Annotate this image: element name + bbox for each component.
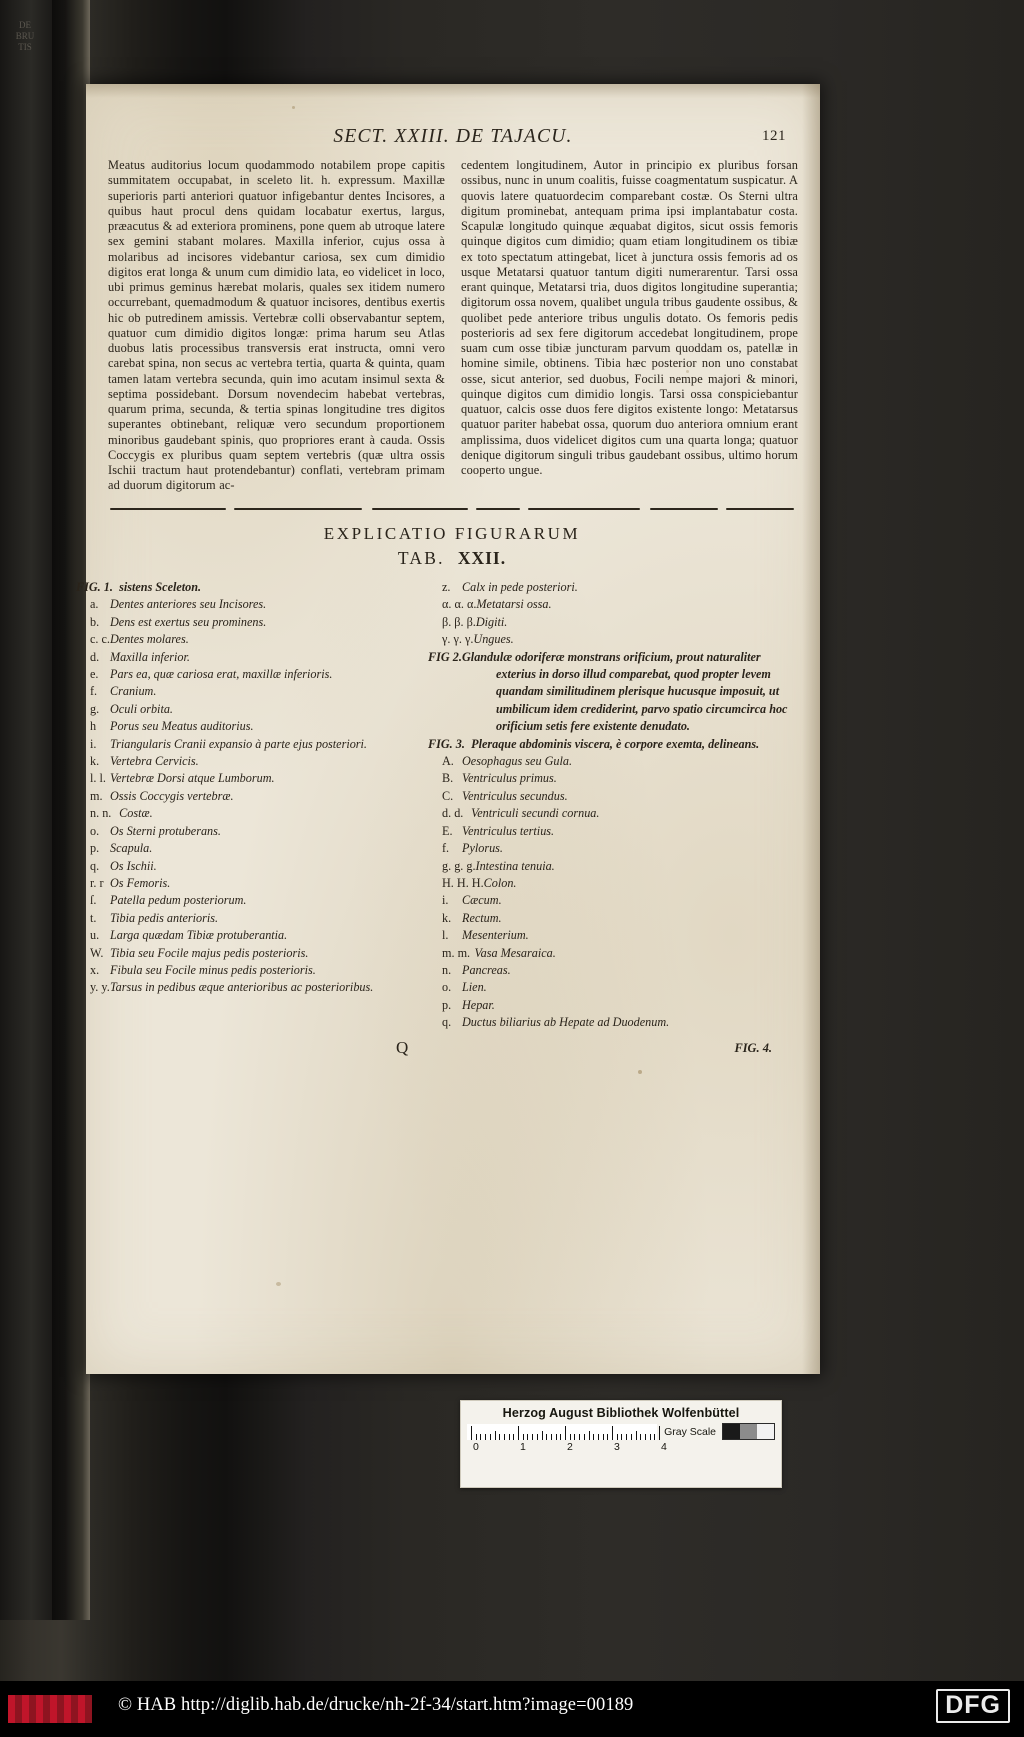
ruler-tick — [513, 1434, 514, 1440]
figure-key-entry: y. y.Tarsus in pedibus æque anterioribus ac posterioribus. — [90, 980, 374, 995]
color-strip-swatch — [85, 1695, 92, 1723]
ruler-tick — [593, 1434, 594, 1440]
figure-key-entry — [442, 945, 800, 962]
adjacent-page-edge — [0, 0, 52, 1620]
figure-key-text: Os Sterni protuberans. — [110, 823, 221, 838]
ruler-tick — [621, 1434, 622, 1440]
calibration-row — [461, 1420, 781, 1440]
paper-speck — [292, 106, 295, 109]
figure-key-label: m. m. — [442, 945, 471, 960]
figure-key-entry: a.Dentes anteriores seu Incisores. — [90, 597, 267, 612]
ruler-tick — [556, 1434, 557, 1440]
figure-key-label: α. α. α. — [442, 597, 477, 612]
ruler-tick — [523, 1434, 524, 1440]
figure-key-entry: z.Calx in pede posteriori. — [442, 580, 578, 594]
ruler-tick — [471, 1426, 472, 1440]
ruler-tick — [527, 1434, 528, 1440]
figure-key-label: g. g. g. — [442, 858, 476, 873]
figure-key-entry: n.Pancreas. — [442, 962, 511, 977]
ruler-number: 3 — [614, 1441, 620, 1453]
body-column-left — [108, 158, 445, 494]
figure-key-text: Ossis Coccygis vertebræ. — [110, 788, 234, 803]
figure-key-entry: c. c.Dentes molares. — [90, 632, 189, 647]
spine-text: DE BRU TIS — [15, 20, 35, 52]
figure-key-entry — [76, 579, 448, 596]
figure-key-text: Vasa Mesaraica. — [474, 945, 556, 960]
gray-scale-chip — [740, 1424, 757, 1439]
figure-key-text: sistens Sceleton. — [119, 580, 202, 594]
gray-scale-chips — [722, 1423, 775, 1440]
figure-key-text: Dens est exertus seu prominens. — [110, 614, 267, 629]
ruler-tick — [603, 1434, 604, 1440]
figure-key-entry: g.Oculi orbita. — [90, 701, 173, 716]
ruler-number-row — [461, 1440, 781, 1455]
tab-label: TAB. — [397, 548, 445, 568]
figure-key-entry: W.Tibia seu Focile majus pedis posterioris. — [90, 945, 309, 960]
body-paragraph-right: cedentem longitudinem, Autor in principio ex pluribus forsan ossibus, nunc in unum coalitis, fuisse coagmentatum suspicatur. A quovis latere quatuordecim comparebant costæ. Os Sterni ultra digitum prominebat, antequam prima ipsi implantabatur costa. Scapulæ longitudo quinque æquabat digitos, sicut ossis femoris quinque digitos cum dimidio; quam etiam longitudinem os tibiæ ex toto spectatum attingebat, licet à junctura ossis femoris ad os usque Metatarsi quatuor tantum digiti numerarentur. Tarsi ossa erant quinque, Metatarsi tria, duos digitos longitudine superantia; digitorum ossa novem, qualibet ungula tribus gaudente ossibus, & quolibet pede anteriore tribus ungulis dotato. Os femoris pedis posterioris ad sex fere digitorum accedebat longitudinem, prope suam cum osse tibiæ juncturam parvum quoddam os, patellæ in homine simile, obtinens. Tibia hæc posterior non uno constabat osse, sicut anterior, sed duobus, Focili nempe majori & minori, quinque digitos cum dimidio longis. Tarsi ossa conspiciebantur quatuor, calcis osse duos fere digitos existente longo: Metatarsus quatuor pariter habebat ossa, quorum duo anteriora omnium erant amplissima, duos videlicet digitos cum una quarta longa; quatuor denique digitorum singuli tribus gaudebant ossibus, ultimo horum cooperto ungue. — [461, 158, 798, 477]
figure-key-text: Patella pedum posteriorum. — [110, 893, 247, 908]
figure-key-text: Larga quædam Tibiæ protuberantia. — [110, 928, 288, 943]
figure-key-entry: f.Cranium. — [90, 684, 157, 699]
figure-key-text: Scapula. — [110, 841, 153, 856]
paper-speck — [276, 1282, 281, 1286]
ruler-tick — [645, 1434, 646, 1440]
figure-key-entry: E.Ventriculus tertius. — [442, 823, 555, 838]
ruler-number: 0 — [473, 1441, 479, 1453]
figure-key-entry — [442, 875, 800, 892]
figure-key-entry: hPorus seu Meatus auditorius. — [90, 719, 254, 734]
running-head-title: SECT. XXIII. DE TAJACU. — [333, 126, 573, 147]
calibration-card — [460, 1400, 782, 1488]
book-page — [76, 84, 820, 1374]
color-strip-swatch — [22, 1695, 29, 1723]
figure-key-entry: d.Maxilla inferior. — [90, 649, 190, 664]
figure-key-text: Porus seu Meatus auditorius. — [110, 719, 254, 734]
figure-key-text: Triangularis Cranii expansio à parte ejus posteriori. — [110, 736, 367, 751]
ruler-tick — [495, 1431, 496, 1440]
ruler-tick — [546, 1434, 547, 1440]
dfg-logo-text: DFG — [936, 1689, 1010, 1723]
figure-key-entry: f.Pylorus. — [442, 841, 503, 856]
ruler-tick — [476, 1434, 477, 1440]
ruler-tick — [636, 1431, 637, 1440]
figure-key-label: β. β. β. — [442, 614, 476, 629]
figure-key-text: Cranium. — [110, 684, 157, 699]
tab-number: XXII. — [457, 548, 507, 568]
figure-key-entry — [90, 805, 448, 822]
figure-key-text: Tarsus in pedibus æque anterioribus ac posterioribus. — [110, 980, 374, 995]
ruler-tick — [631, 1434, 632, 1440]
figure-key-entry: i.Triangularis Cranii expansio à parte ejus posteriori. — [90, 736, 367, 751]
figure-key-text: Os Femoris. — [110, 875, 171, 890]
ruler-tick — [640, 1434, 641, 1440]
figure-key-label: FIG. 1. — [76, 580, 113, 594]
color-strip-swatch — [29, 1695, 36, 1723]
figure-key-label: n. n. — [90, 806, 112, 821]
figure-key-entry: x.Fibula seu Focile minus pedis posterioris. — [90, 962, 316, 977]
figure-key-entry — [442, 631, 800, 648]
figure-key-text: Pleraque abdominis viscera, è corpore exemta, delineans. — [471, 736, 760, 751]
figure-key-text: Cæcum. — [462, 893, 502, 908]
figure-key-entry: i.Cæcum. — [442, 893, 502, 908]
figure-key-label: FIG. 3. — [428, 736, 465, 751]
figure-key-entry: C.Ventriculus secundus. — [442, 788, 568, 803]
figure-key-text: Ductus biliarius ab Hepate ad Duodenum. — [462, 1015, 670, 1030]
footer-bar — [0, 1681, 1024, 1737]
figure-key-entry: p.Hepar. — [442, 997, 495, 1012]
figure-key-text: Maxilla inferior. — [110, 649, 190, 664]
figure-key-entry: m.Ossis Coccygis vertebræ. — [90, 788, 234, 803]
figure-key-label: d. d. — [442, 806, 464, 821]
ruler-tick — [617, 1434, 618, 1440]
ruler-numbers — [473, 1441, 669, 1455]
ruler-tick — [537, 1434, 538, 1440]
figure-key-label: γ. γ. γ. — [442, 632, 474, 647]
figure-key-entry: u.Larga quædam Tibiæ protuberantia. — [90, 928, 288, 943]
ruler-tick — [542, 1431, 543, 1440]
figure-key-column-right — [428, 579, 800, 1032]
ruler-tick — [612, 1426, 613, 1440]
figure-key-text: Oesophagus seu Gula. — [462, 754, 573, 769]
color-strip-swatch — [71, 1695, 78, 1723]
figure-key-text: Dentes molares. — [110, 632, 189, 647]
ruler-tick — [598, 1434, 599, 1440]
figure-key-text: Ventriculus secundus. — [462, 788, 568, 803]
body-column-right — [461, 158, 798, 494]
gray-scale-label: Gray Scale — [664, 1425, 716, 1438]
figure-key-text: Pancreas. — [462, 962, 511, 977]
color-strip-swatch — [50, 1695, 57, 1723]
ruler-tick — [565, 1426, 566, 1440]
figure-key-text: Rectum. — [462, 910, 502, 925]
ruler-tick — [504, 1434, 505, 1440]
figure-key-entry: A.Oesophagus seu Gula. — [442, 754, 573, 769]
ruler-tick — [654, 1434, 655, 1440]
figure-key-text: Vertebræ Dorsi atque Lumborum. — [110, 771, 275, 786]
color-strip-swatch — [57, 1695, 64, 1723]
ruler-tick — [499, 1434, 500, 1440]
figure-key-text: Fibula seu Focile minus pedis posterioris. — [110, 962, 316, 977]
figure-key-text: Costæ. — [119, 806, 153, 821]
explicatio-title: EXPLICATIO FIGURARUM — [323, 524, 581, 543]
figure-key-entry: o.Lien. — [442, 980, 487, 995]
ruler-tick — [551, 1434, 552, 1440]
figure-key-entry: FIG 2.Glandulæ odoriferæ monstrans orificium, prout naturaliter exterius in dorso illud comparebat, quod propter levem quandam similitudinem plerisque hucusque imposuit, ut umbilicum idem crediderint, parvo spatio circumcirca hoc orificium setis fere existente denudato. — [428, 649, 788, 734]
ruler-tick — [509, 1434, 510, 1440]
figure-key-entry: q.Os Ischii. — [90, 858, 157, 873]
explicatio-heading — [110, 524, 794, 569]
gray-scale-chip — [723, 1424, 740, 1439]
figure-key-text: Pylorus. — [462, 841, 503, 856]
figure-key-text: Ventriculus tertius. — [462, 823, 555, 838]
binding-gutter — [52, 0, 90, 1620]
color-strip-swatch — [64, 1695, 71, 1723]
paper-speck — [686, 370, 689, 373]
ruler-tick — [607, 1434, 608, 1440]
figure-key-entry — [442, 614, 800, 631]
ruler-number: 1 — [520, 1441, 526, 1453]
figure-key-entry: q.Ductus biliarius ab Hepate ad Duodenum. — [442, 1015, 670, 1030]
ruler-tick — [518, 1426, 519, 1440]
ruler-tick — [589, 1431, 590, 1440]
figure-key-entry: b.Dens est exertus seu prominens. — [90, 614, 267, 629]
figure-key-text: Digiti. — [475, 614, 508, 629]
figure-key-text: Vertebra Cervicis. — [110, 754, 199, 769]
figure-key-text: Glandulæ odoriferæ monstrans orificium, prout naturaliter exterius in dorso illud comparebat, quod propter levem quandam similitudinem plerisque hucusque imposuit, ut umbilicum idem crediderint, parvo spatio circumcirca hoc orificium setis fere existente denudato. — [462, 649, 788, 734]
explicatio-tab-line — [110, 548, 794, 569]
figure-key-entry: l. l.Vertebræ Dorsi atque Lumborum. — [90, 771, 275, 786]
color-strip-swatch — [43, 1695, 50, 1723]
figure-key-entry — [442, 858, 800, 875]
ruler-tick — [574, 1434, 575, 1440]
figure-key-entry: k.Rectum. — [442, 910, 502, 925]
figure-key-text: Tibia seu Focile majus pedis posterioris. — [110, 945, 309, 960]
color-strip-swatch — [78, 1695, 85, 1723]
figure-key-entry — [428, 736, 800, 753]
color-calibration-strip — [8, 1695, 92, 1723]
figure-reference: FIG. 4. — [734, 1041, 772, 1055]
running-head — [86, 126, 820, 148]
figure-key-text: Calx in pede posteriori. — [462, 580, 578, 594]
figure-key-entry: e.Pars ea, quæ cariosa erat, maxillæ inferioris. — [90, 667, 333, 682]
color-strip-swatch — [15, 1695, 22, 1723]
ruler-tick — [485, 1434, 486, 1440]
figure-key-text: Lien. — [462, 980, 487, 995]
signature-mark: Q — [396, 1038, 409, 1057]
paper-speck — [638, 1070, 642, 1074]
library-name: Herzog August Bibliothek Wolfenbüttel — [502, 1406, 740, 1420]
ruler-tick — [650, 1434, 651, 1440]
figure-key-text: Ventriculus primus. — [462, 771, 557, 786]
figure-key-entry: k.Vertebra Cervicis. — [90, 754, 199, 769]
figure-key-text: Ungues. — [473, 632, 514, 647]
ruler-scale — [467, 1424, 657, 1440]
ruler-tick — [570, 1434, 571, 1440]
footer-credit: © HAB http://diglib.hab.de/drucke/nh-2f-34/start.htm?image=00189 — [118, 1695, 634, 1715]
figure-key-text: Metatarsi ossa. — [476, 597, 552, 612]
figure-key-text: Intestina tenuia. — [475, 858, 555, 873]
figure-key-entry: p.Scapula. — [90, 841, 153, 856]
figure-key-text: Pars ea, quæ cariosa erat, maxillæ inferioris. — [110, 667, 333, 682]
body-paragraph-left: Meatus auditorius locum quodammodo notabilem prope capitis summitatem occupabat, in sceleto lit. h. expressum. Maxillæ superioris parti anteriori quatuor infigebantur dentes Incisores, a quibus haut procul dens quidam locabatur exertus, largus, præacutus & ad exteriora prominens, pone quem ab utroque latere sex gemini stabant molares. Maxilla inferior, cujus ossa à molaribus ad incisores videbantur cariosa, sex cum dimidio digitos erat longa & unum cum dimidio lata, eo videlicet in loco, ubi primus geminus hærebat molaris, quales sex itidem numero occurrebant, quemadmodum & quatuor incisores, dentibus exertis hic ob putredinem amissis. Vertebræ colli observabantur septem, quatuor cum dimidio digitos longæ: prima harum seu Atlas duobus latis processibus transversis erat instructa, omni vero carebat spina, non secus ac vertebra tertia, quarta & quinta, quam tamen latam vertebra secunda, quin imo acutam insimul sexta & septima possidebant. Dorsum novendecim habebat vertebras, quarum prima, secunda, & tertia spinas longitudine tres digitos superantes obtinebant, reliquæ vero secundum proportionem minoribus gaudebant spinis, quo propriores erant à cauda. Ossis Coccygis ex pluribus quam septem vertebris (quæ ultra ossis Ischii tractum haut protendebantur) conflati, vertebram primam ad duorum digitorum ac- — [108, 158, 445, 493]
figure-key-entry: o.Os Sterni protuberans. — [90, 823, 221, 838]
body-text — [108, 158, 798, 494]
ruler-tick — [560, 1434, 561, 1440]
ruler-tick — [532, 1434, 533, 1440]
figure-key-column-left — [76, 579, 448, 1032]
figure-key-text: Colon. — [483, 875, 517, 890]
figure-key-entry: ſ.Patella pedum posteriorum. — [90, 893, 247, 908]
dfg-logo — [936, 1691, 1010, 1720]
gray-scale-chip — [757, 1424, 774, 1439]
figure-key-lists — [76, 579, 800, 1032]
figure-key-entry: l.Mesenterium. — [442, 928, 529, 943]
color-strip-swatch — [36, 1695, 43, 1723]
figure-key-entry: r. rOs Femoris. — [90, 875, 171, 890]
color-strip-swatch — [8, 1695, 15, 1723]
figure-key-text: Hepar. — [462, 997, 495, 1012]
figure-key-entry — [442, 596, 800, 613]
page-number: 121 — [762, 128, 786, 144]
figure-key-text: Os Ischii. — [110, 858, 157, 873]
ruler-number: 4 — [661, 1441, 667, 1453]
ruler-tick — [490, 1434, 491, 1440]
ruler-tick — [659, 1426, 660, 1440]
section-divider-rule — [110, 508, 794, 511]
figure-key-entry: t.Tibia pedis anterioris. — [90, 910, 219, 925]
figure-key-text: Mesenterium. — [462, 928, 529, 943]
figure-key-text: Tibia pedis anterioris. — [110, 910, 219, 925]
ruler-tick — [480, 1434, 481, 1440]
figure-key-text: Oculi orbita. — [110, 701, 173, 716]
figure-key-entry: B.Ventriculus primus. — [442, 771, 557, 786]
figure-key-text: Dentes anteriores seu Incisores. — [110, 597, 267, 612]
ruler-tick — [579, 1434, 580, 1440]
figure-key-text: Ventriculi secundi cornua. — [471, 806, 600, 821]
ruler-tick — [626, 1434, 627, 1440]
ruler-number: 2 — [567, 1441, 573, 1453]
figure-key-label: H. H. H. — [442, 875, 484, 890]
figure-key-entry — [442, 805, 800, 822]
ruler-tick — [584, 1434, 585, 1440]
